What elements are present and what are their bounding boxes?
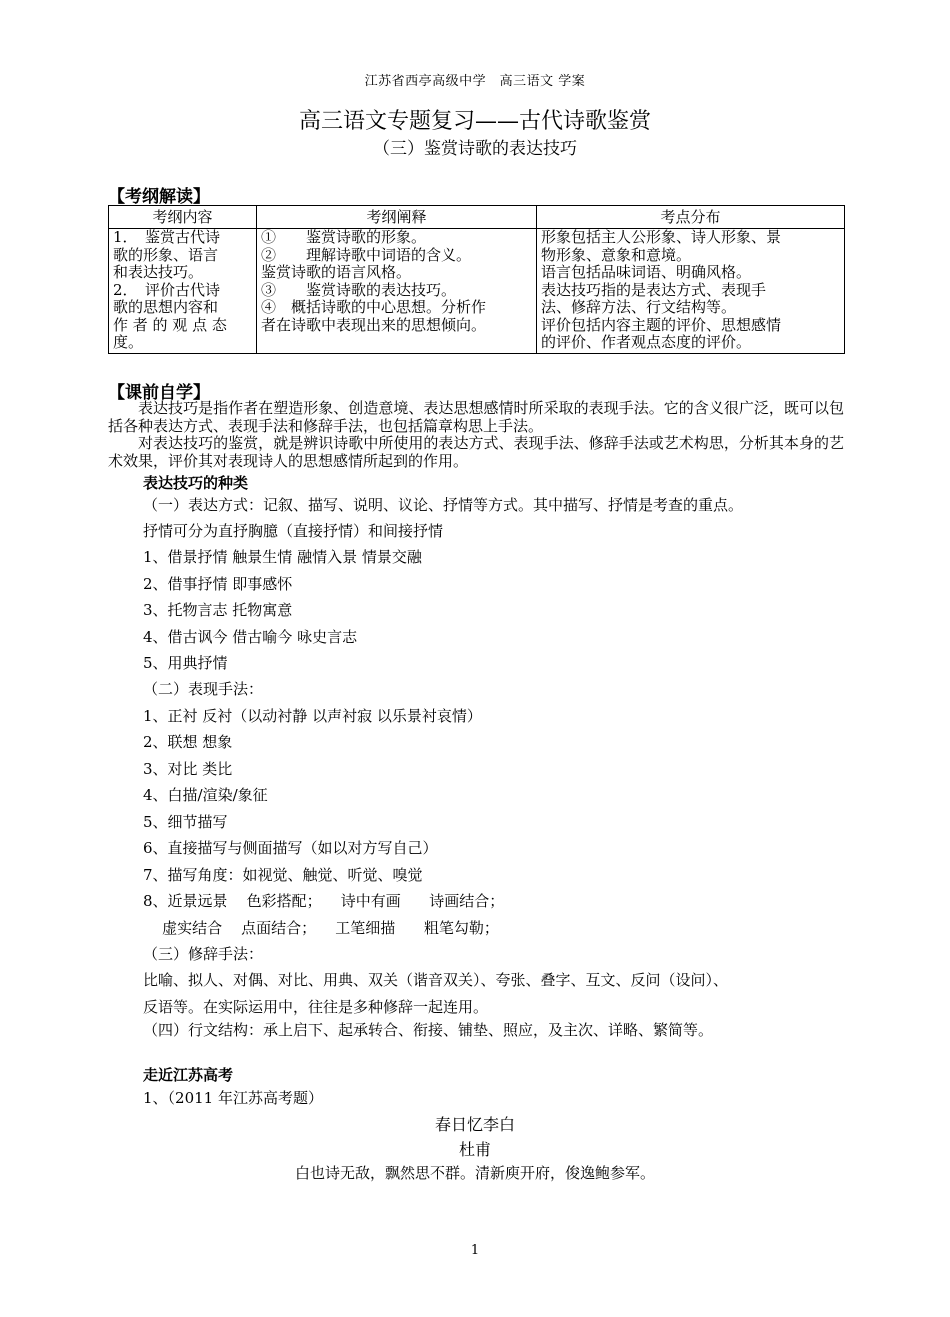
list-item: （一）表达方式：记叙、描写、说明、议论、抒情等方式。其中描写、抒情是考查的重点。 xyxy=(143,496,744,514)
cell-line: 和表达技巧。 xyxy=(113,263,204,281)
cell-line: 歌的形象、语言 xyxy=(113,245,219,264)
table-header-cell: 考纲内容 xyxy=(109,206,257,229)
cell-line: 语言包括品味词语、明确风格。 xyxy=(541,263,752,281)
table-header-cell: 考纲阐释 xyxy=(257,206,537,229)
cell-line: 度。 xyxy=(113,333,144,351)
cell-line: ① 鉴赏诗歌的形象。 xyxy=(261,228,427,246)
cell-line: 者在诗歌中表现出来的思想倾向。 xyxy=(261,315,487,334)
table-header-row xyxy=(109,206,845,229)
poem-author: 杜甫 xyxy=(458,1140,491,1159)
cell-line: ② 理解诗歌中词语的含义。 xyxy=(261,245,472,264)
types-heading: 表达技巧的种类 xyxy=(143,474,249,492)
cell-line: ③ 鉴赏诗歌的表达技巧。 xyxy=(261,280,457,299)
list-item: 8、近景远景 色彩搭配； 诗中有画 诗画结合； xyxy=(143,892,505,910)
list-item: 3、托物言志 托物寓意 xyxy=(143,601,293,619)
list-item: 2、借事抒情 即事感怀 xyxy=(143,575,293,593)
table-header-cell: 考点分布 xyxy=(537,206,845,229)
section-heading-kaogang: 【考纲解读】 xyxy=(108,187,210,207)
paragraph-definition: 表达技巧是指作者在塑造形象、创造意境、表达思想感情时所采取的表现手法。它的含义很广泛，既可以包括各种表达方式、表现手法和修辞手法，也包括篇章构思上手法。 xyxy=(108,399,844,435)
cell-line: 表达技巧指的是表达方式、表现手 xyxy=(541,280,767,299)
page-number: 1 xyxy=(470,1243,480,1258)
cell-line: 作 者 的 观 点 态 xyxy=(113,315,227,334)
cell-line: 2． 评价古代诗 xyxy=(113,280,221,299)
list-item: 虚实结合 点面结合； 工笔细描 粗笔勾勒； xyxy=(143,919,499,937)
cell-line: 法、修辞方法、行文结构等。 xyxy=(541,298,737,316)
poem-line: 白也诗无敌，飘然思不群。清新庾开府，俊逸鲍参军。 xyxy=(294,1164,655,1182)
list-item: 比喻、拟人、对偶、对比、用典、双关（谐音双关）、夸张、叠字、互文、反问（设问）、 xyxy=(143,971,729,989)
list-item: （二）表现手法： xyxy=(143,680,264,698)
syllabus-table xyxy=(108,205,845,354)
list-item: 4、白描/渲染/象征 xyxy=(143,786,268,804)
list-item: 4、借古讽今 借古喻今 咏史言志 xyxy=(143,628,358,646)
section-heading-kqzx: 【课前自学】 xyxy=(108,383,210,403)
list-item: 3、对比 类比 xyxy=(143,760,233,778)
table-row xyxy=(109,229,845,354)
page-title: 高三语文专题复习——古代诗歌鉴赏 xyxy=(298,109,651,134)
list-item: 2、联想 想象 xyxy=(143,733,233,751)
section-heading-gaokao: 走近江苏高考 xyxy=(143,1066,234,1084)
list-item: 抒情可分为直抒胸臆（直接抒情）和间接抒情 xyxy=(143,522,444,540)
exam-item: 1、（2011 年江苏高考题） xyxy=(143,1089,323,1107)
table-cell-distribution xyxy=(537,229,845,354)
table-cell-explanation xyxy=(257,229,537,354)
paragraph-appreciation: 对表达技巧的鉴赏，就是辨识诗歌中所使用的表达方式、表现手法、修辞手法或艺术构思，分析其本身的艺术效果，评价其对表现诗人的思想感情所起到的作用。 xyxy=(108,434,844,470)
cell-line: 的评价、作者观点态度的评价。 xyxy=(541,333,752,351)
list-item: 5、细节描写 xyxy=(143,813,228,831)
list-item: （四）行文结构：承上启下、起承转合、衔接、铺垫、照应，及主次、详略、繁简等。 xyxy=(143,1021,714,1039)
list-item: 1、正衬 反衬（以动衬静 以声衬寂 以乐景衬哀情） xyxy=(143,707,482,725)
cell-line: 形象包括主人公形象、诗人形象、景 xyxy=(541,228,782,246)
cell-line: 评价包括内容主题的评价、思想感情 xyxy=(541,315,782,334)
list-item: 7、描写角度：如视觉、触觉、听觉、嗅觉 xyxy=(143,866,423,884)
cell-line: 鉴赏诗歌的语言风格。 xyxy=(261,263,412,281)
list-item: 6、直接描写与侧面描写（如以对方写自己） xyxy=(143,839,438,857)
cell-line: 歌的思想内容和 xyxy=(113,298,219,316)
page-header: 江苏省西亭高级中学 高三语文 学案 xyxy=(364,74,586,89)
cell-line: ④ 概括诗歌的中心思想。分析作 xyxy=(261,298,487,316)
cell-line: 1． 鉴赏古代诗 xyxy=(113,228,221,246)
list-item: 5、用典抒情 xyxy=(143,654,228,672)
table-cell-content xyxy=(109,229,257,354)
list-item: 1、借景抒情 触景生情 融情入景 情景交融 xyxy=(143,548,422,566)
cell-line: 物形象、意象和意境。 xyxy=(541,245,692,264)
page-subtitle: （三）鉴赏诗歌的表达技巧 xyxy=(373,139,577,159)
poem-title: 春日忆李白 xyxy=(434,1115,515,1134)
list-item: 反语等。在实际运用中，往往是多种修辞一起连用。 xyxy=(143,998,489,1016)
list-item: （三）修辞手法： xyxy=(143,945,264,963)
